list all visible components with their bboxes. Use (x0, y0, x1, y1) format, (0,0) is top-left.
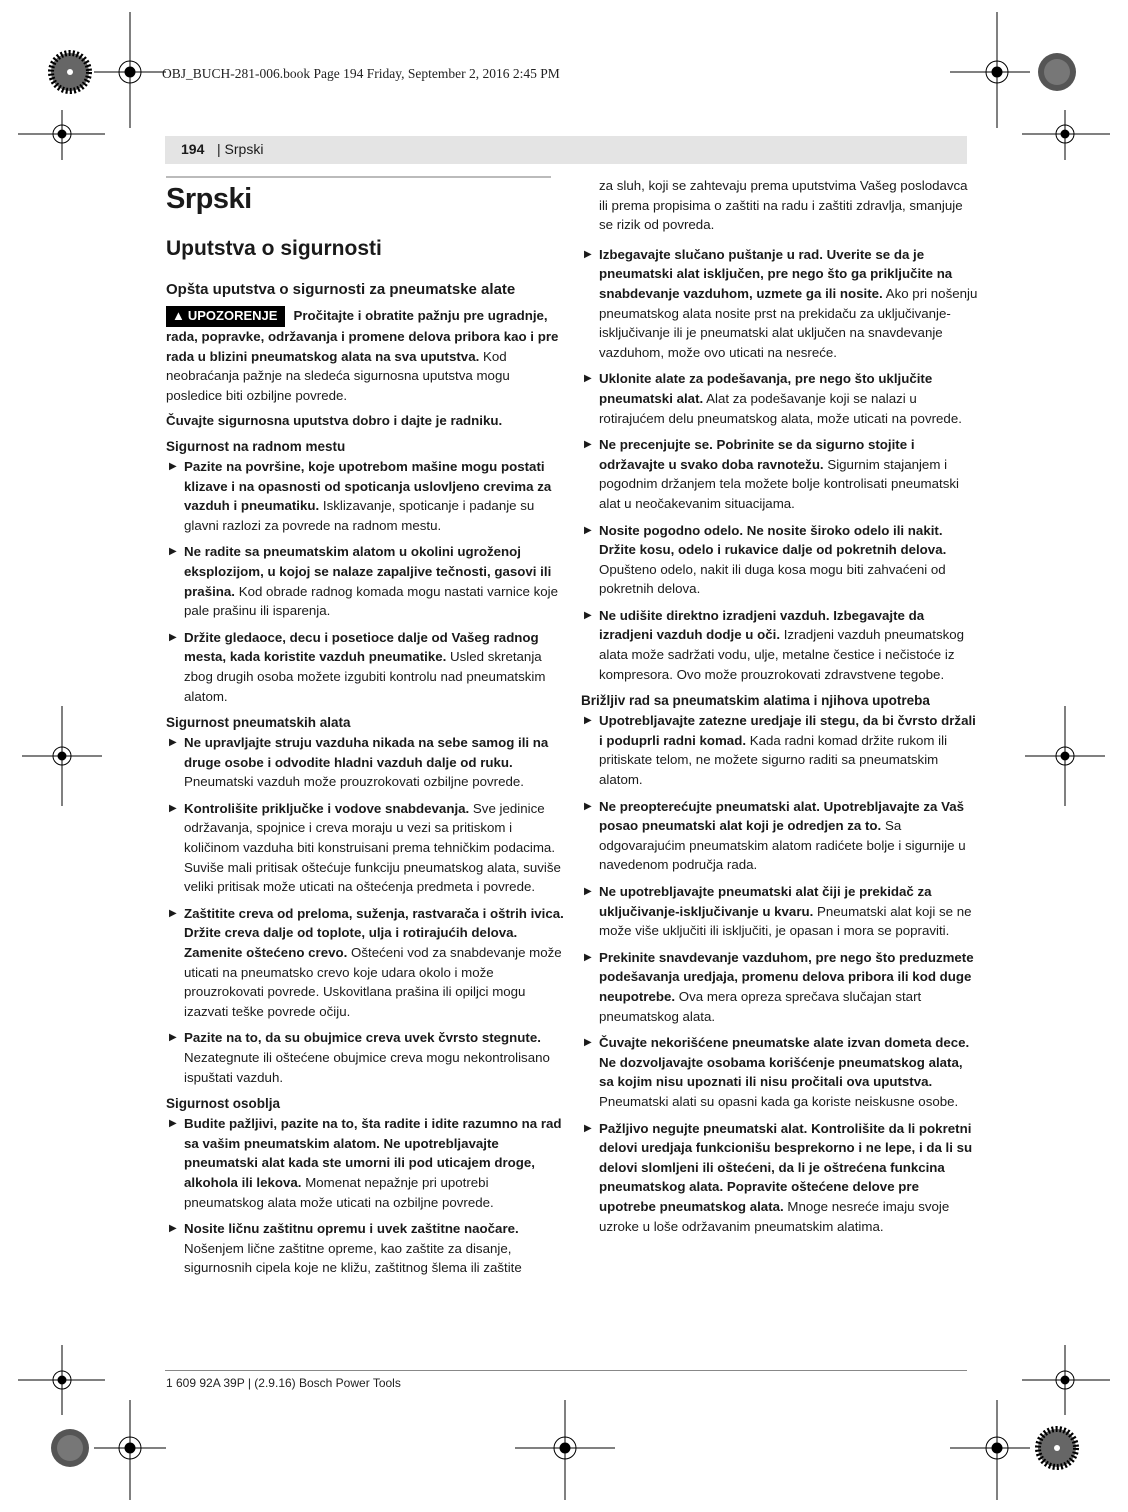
warning-badge: ▲ UPOZORENJE (166, 306, 285, 327)
page-title: Srpski (166, 183, 252, 215)
triangle-right-icon: ▶ (584, 1037, 592, 1049)
list-item (166, 628, 564, 706)
title-rule (166, 176, 551, 178)
list-item (581, 435, 979, 513)
registration-mark-icon (950, 1400, 1030, 1500)
list-item-bold: Budite pažljivi, pazite na to, šta radite i idite razumno na rad sa vašim pneumatskim alatom. Ne upotrebljavajte pneumatski alat kada ste umorni ili pod uticajem droge, alkohola ili lekova. (184, 1116, 562, 1190)
section-title: Uputstva o sigurnosti (166, 237, 382, 260)
page-language: | Srpski (217, 141, 264, 157)
triangle-right-icon: ▶ (169, 460, 177, 472)
list-item-text: Pneumatski alat koji se ne može više uključiti ili isključiti, je opasan i mora se popraviti. (599, 903, 972, 939)
list-item-bold: Ne upotrebljavajte pneumatski alat čiji je prekidač za uključivanje-isključivanje u kvaru. (599, 884, 932, 919)
list-item-bold: Ne udišite direktno izradjeni vazduh. Izbegavajte da izradjeni vazduh dodje u oči. (599, 607, 925, 643)
list-item-bold: Ne precenjujte se. Pobrinite se da sigurno stojite i održavajte u svako doba ravnotežu. (599, 437, 915, 472)
registration-mark-icon (18, 110, 105, 160)
list-item (166, 1114, 564, 1212)
color-target-icon (51, 1429, 89, 1467)
list-item (581, 797, 979, 875)
list-item-bold: Nosite ličnu zaštitnu opremu i uvek zaštitne naočare. (184, 1221, 519, 1237)
color-target-icon (1038, 53, 1076, 91)
list-item-bold: Zaštitite creva od preloma, suženja, rastvarača i oštrih ivica. Držite creva dalje od toplote, ulja i rotirajućih delova. Zamenite oštećeno crevo. (184, 905, 564, 961)
list-item-bold: Prekinite snavdevanje vazduhom, pre nego što preduzmete podešavanja uredjaja, promenu delova pribora ili kod duge neupotrebe. (599, 949, 974, 1004)
list-item-text: Opušteno odelo, nakit ili duga kosa mogu biti zahvaćeni od pokretnih delova. (599, 561, 946, 597)
triangle-right-icon: ▶ (584, 1122, 592, 1134)
list-item-bold: Čuvajte nekorišćene pneumatske alate izvan dometa dece. Ne dozvoljavajte osobama korišćenje pneumatskog alata, sa kojim nisu upoznati ili nisu pročitali ova uputstva. (599, 1035, 970, 1090)
list-item (166, 1219, 564, 1278)
list-item-bold: Pažljivo negujte pneumatski alat. Kontrolišite da li pokretni delovi uredjaja funkcionišu besprekorno i ne lepe, i da li su delovi slomljeni ili oštećeni, da li je oštrećena funkcina pneumatskog alata. Popravite oštećene delove pre upotrebe pneumatskog alata. (599, 1120, 973, 1214)
list-item-text: Kod obrade radnog komada mogu nastati varnice koje pale prašinu ili isparenja. (184, 583, 559, 619)
list-item-text: Kada radni komad držite rukom ili pritiskate telom, ne možete sigurno raditi sa pneumatskim alatom. (599, 732, 948, 788)
list-item (166, 904, 564, 1022)
list-item-text: Usled skretanja zbog drugih osoba možete izgubiti kontrolu nad pneumatskim alatom. (184, 649, 546, 704)
list-item-text: Sigurnim stajanjem i pogodnim držanjem tela možete bolje kontrolisati pneumatski alat u neočakevanim situacijama. (599, 456, 959, 511)
list-item (166, 542, 564, 620)
triangle-right-icon: ▶ (584, 524, 592, 536)
registration-mark-icon (94, 12, 166, 128)
registration-mark-icon (94, 1400, 166, 1500)
color-target-icon (1038, 1429, 1076, 1467)
page-footer: 1 609 92A 39P | (2.9.16) Bosch Power Tools (166, 1376, 401, 1390)
list-item-bold: Nosite pogodno odelo. Ne nosite široko odelo ili nakit. Držite kosu, odelo i rukavice dalje od pokretnih delova. (599, 522, 947, 558)
registration-mark-icon (18, 1345, 105, 1415)
triangle-right-icon: ▶ (169, 802, 177, 814)
triangle-right-icon: ▶ (169, 1032, 177, 1044)
footer-rule (165, 1370, 967, 1371)
list-item-text: Pneumatski alati su opasni kada ga koriste neiskusne osobe. (599, 1093, 959, 1109)
right-column (581, 176, 979, 1243)
heading-personal-safety: Sigurnost osoblja (166, 1096, 281, 1112)
color-target-icon (51, 53, 89, 91)
list-personal-continued (581, 245, 979, 684)
list-item (581, 521, 979, 599)
list-item-bold: Ne preopterećujte pneumatski alat. Upotrebljavajte za Vaš posao pneumatski alat koji je odredjen za to. (599, 798, 965, 834)
heading-tool-safety: Sigurnost pneumatskih alata (166, 715, 351, 731)
list-item-text: Nezategnute ili oštećene obujmice creva mogu nekontrolisano ispuštati vazduh. (184, 1050, 550, 1085)
triangle-right-icon: ▶ (584, 951, 592, 963)
list-workplace (166, 457, 564, 706)
triangle-right-icon: ▶ (584, 886, 592, 897)
list-item (581, 1119, 979, 1237)
list-item-bold: Kontrolišite priključke i vodove snabdevanja. (184, 800, 470, 816)
triangle-right-icon: ▶ (584, 800, 592, 812)
registration-mark-icon (1022, 110, 1110, 160)
list-item (581, 882, 979, 941)
triangle-right-icon: ▶ (169, 737, 177, 749)
list-careful-use (581, 711, 979, 1236)
keep-instructions: Čuvajte sigurnosna uputstva dobro i dajte je radniku. (166, 413, 503, 429)
registration-mark-icon (515, 1400, 615, 1500)
list-item-text: Sa odgovarajućim pneumatskim alatom radićete bolje i sigurnije u navedenom područja rada. (599, 818, 966, 873)
list-item (581, 948, 979, 1026)
list-item-text: Ako pri nošenju pneumatskog alata nosite prst na prekidaču za uključivanje-isključivanje ili je pneumatski alat uključen na snavdevanje vazduhom, može ovo uticati na nesreće. (599, 285, 978, 360)
list-item-bold: Upotrebljavajte zatezne uredjaje ili stegu, da bi čvrsto držali i poduprli radni komad. (599, 713, 976, 748)
page-header-bar (165, 136, 967, 164)
continuation-text: za sluh, koji se zahtevaju prema uputstvima Vašeg poslodavca ili prema propisima o zaštiti na radu i zaštiti zdravlja, smanjuje se rizik od povreda. (599, 178, 968, 233)
subsection-title: Opšta uputstva o sigurnosti za pneumatske alate (166, 281, 516, 298)
list-item-text: Izradjeni vazduh pneumatskog alata može sadržati vodu, ulje, metalne čestice i nečistoće iz kompresora. Ovo može prouzrokovati zdravstvene tegobe. (599, 627, 965, 682)
list-item-text: Pneumatski vazduh može prouzrokovati ozbiljne povrede. (184, 774, 524, 790)
list-item-text: Sve jedinice održavanja, spojnice i creva moraju u vezi sa pritiskom i količinom vazduha biti konstruisani prema tehničkim podacima. Suviše mali pritisak oštećuje funkciju pneumatskog alata, suviše veliki pritisak može uticati na oštećenja predmeta i povrede. (184, 800, 561, 895)
list-item-text: Mnoge nesreće imaju svoje uzroke u loše održavanim pneumatskim alatima. (599, 1198, 950, 1234)
list-item (581, 1033, 979, 1111)
list-item (581, 369, 979, 428)
triangle-right-icon: ▶ (584, 609, 592, 621)
list-item-bold: Uklonite alate za podešavanja, pre nego što uključite pneumatski alat. (599, 371, 933, 406)
list-item (166, 457, 564, 535)
triangle-right-icon: ▶ (584, 439, 592, 451)
registration-mark-icon (950, 12, 1030, 128)
page-number: 194 (181, 141, 205, 157)
triangle-right-icon: ▶ (584, 373, 592, 385)
list-item (166, 799, 564, 897)
warning-triangle-icon: ▲ (172, 308, 185, 323)
triangle-right-icon: ▶ (169, 546, 177, 558)
list-item-bold: Pazite na to, da su obujmice creva uvek čvrsto stegnute. (184, 1030, 541, 1046)
list-personal (166, 1114, 564, 1278)
list-item-text: Alat za podešavanje koji se nalazi u rotirajućem delu pneumatskog alata, može uticati na povrede. (599, 390, 962, 426)
heading-careful-use: Brižljiv rad sa pneumatskim alatima i njihova upotreba (581, 693, 930, 709)
list-item-bold: Izbegavajte slučano puštanje u rad. Uverite se da je pneumatski alat isključen, pre nego što ga priključite na snabdevanje vazduhom, uzmete ga ili nosite. (599, 246, 953, 301)
warning-paragraph: ▲ UPOZORENJE Pročitajte i obratite pažnju pre ugradnje, rada, popravke, održavanja i promene delova pribora kao i pre rada u blizini pneumatskog alata na sva uputstva. Kod neobraćanja pažnje na sledeća sigurnosna uputstva mogu posledice biti ozbiljne povrede. (166, 308, 559, 403)
registration-mark-icon (1022, 1345, 1110, 1415)
triangle-right-icon: ▶ (169, 1118, 177, 1130)
list-item-bold: Ne upravljajte struju vazduha nikada na sebe samog ili na druge osobe i odvodite hladni vazduh dalje od ruku. (184, 735, 549, 770)
list-item-bold: Ne radite sa pneumatskim alatom u okolini ugroženoj eksplozijom, u kojoj se nalaze zapaljive tečnosti, gasovi ili prašina. (184, 544, 552, 599)
list-item-text: Oštećeni vod za snabdevanje može uticati na pneumatsko crevo koje udara okolo i može prouzrokovati povrede. Uskovitlana prašina ili opiljci mogu izazvati teške povrede očiju. (184, 945, 562, 1019)
triangle-right-icon: ▶ (169, 1223, 177, 1235)
triangle-right-icon: ▶ (169, 631, 177, 643)
triangle-right-icon: ▶ (169, 907, 177, 919)
list-item-text: Isklizavanje, spoticanje i padanje su glavni razlozi za povrede na radnom mestu. (184, 498, 535, 533)
list-item (166, 1028, 564, 1087)
list-item-text: Momenat nepažnje pri upotrebi pneumatskog alata može uticati na ozbiljne povrede. (184, 1174, 494, 1210)
list-item (581, 245, 979, 363)
list-tools (166, 733, 564, 1087)
registration-mark-icon (22, 706, 102, 806)
list-item-text: Nošenjem lične zaštitne opreme, kao zaštite za disanje, sigurnosnih cipela koje ne kližu, zaštitnog šlema ili zaštite (184, 1240, 522, 1276)
list-item-text: Ova mera opreza sprečava slučajan start pneumatskog alata. (599, 988, 922, 1024)
list-item (166, 733, 564, 792)
list-item (581, 606, 979, 684)
triangle-right-icon: ▶ (584, 248, 592, 260)
list-item-bold: Držite gledaoce, decu i posetioce dalje od Vašeg radnog mesta, kada koristite vazduh pneumatike. (184, 629, 539, 665)
list-item-bold: Pazite na površine, koje upotrebom mašine mogu postati klizave i na opasnosti od spoticanja uslovljeno crevima za vazduh i pneumatiku. (184, 458, 552, 514)
list-item (581, 711, 979, 789)
heading-workplace-safety: Sigurnost na radnom mestu (166, 438, 346, 454)
left-column (166, 176, 564, 1285)
triangle-right-icon: ▶ (584, 715, 592, 727)
registration-mark-icon (1025, 706, 1105, 806)
print-header: OBJ_BUCH-281-006.book Page 194 Friday, September 2, 2016 2:45 PM (162, 66, 560, 81)
